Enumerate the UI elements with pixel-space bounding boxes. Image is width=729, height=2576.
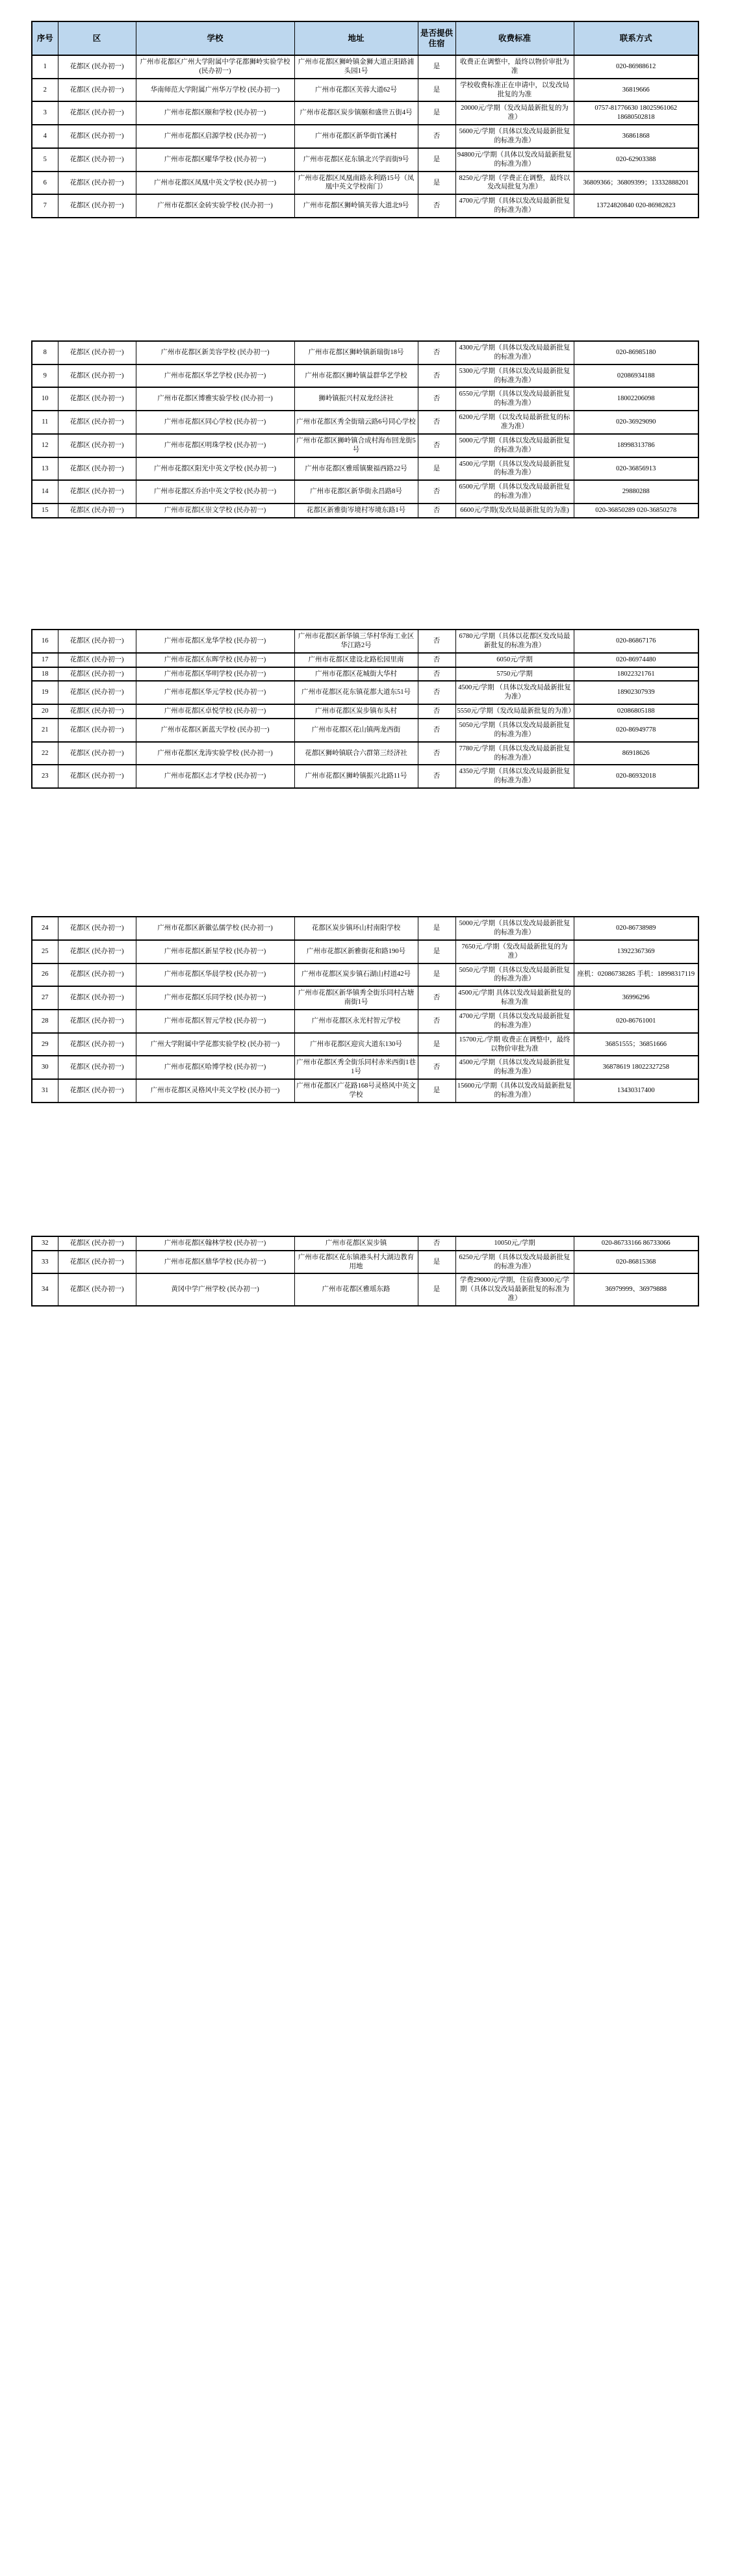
row-address: 广州市花都区狮岭镇合成村海布回龙街5号 — [294, 434, 418, 457]
column-header-district: 区 — [58, 21, 136, 55]
row-contact: 020-86733166 86733066 — [574, 1236, 698, 1251]
row-index: 22 — [32, 742, 58, 765]
row-boarding: 否 — [418, 504, 455, 518]
table-row — [32, 55, 698, 79]
row-contact: 36878619 18022327258 — [574, 1056, 698, 1079]
row-district: 花都区 (民办初一) — [58, 194, 136, 218]
row-boarding: 否 — [418, 681, 455, 704]
row-boarding: 是 — [418, 963, 455, 987]
row-boarding: 是 — [418, 1033, 455, 1056]
row-contact: 29880288 — [574, 480, 698, 504]
table-row — [32, 742, 698, 765]
row-contact: 020-86761001 — [574, 1010, 698, 1033]
table-block — [31, 1236, 698, 1307]
row-boarding: 是 — [418, 1251, 455, 1274]
row-index: 18 — [32, 667, 58, 682]
row-index: 13 — [32, 457, 58, 481]
table-row — [32, 480, 698, 504]
row-index: 32 — [32, 1236, 58, 1251]
row-boarding: 否 — [418, 434, 455, 457]
row-school-name: 广州市花都区乔治中英文学校 (民办初一) — [136, 480, 294, 504]
row-school-name: 广州市花都区崇文学校 (民办初一) — [136, 504, 294, 518]
row-district: 花都区 (民办初一) — [58, 434, 136, 457]
row-address: 广州市花都区新华镇秀全街乐同村古塘南街1号 — [294, 986, 418, 1010]
row-contact: 18902307939 — [574, 681, 698, 704]
row-index: 16 — [32, 630, 58, 653]
row-contact: 86918626 — [574, 742, 698, 765]
row-school-name: 广州市花都区新美容学校 (民办初一) — [136, 341, 294, 364]
row-index: 24 — [32, 917, 58, 940]
row-district: 花都区 (民办初一) — [58, 630, 136, 653]
row-index: 11 — [32, 411, 58, 434]
row-boarding: 是 — [418, 1079, 455, 1103]
row-district: 花都区 (民办初一) — [58, 1236, 136, 1251]
table-row — [32, 1010, 698, 1033]
row-fee-standard: 学费29000元/学期，住宿费3000元/学期（具体以发改局最新批复的标准为准） — [455, 1273, 574, 1306]
row-address: 广州市花都区花城街大华村 — [294, 667, 418, 682]
row-boarding: 否 — [418, 1010, 455, 1033]
row-district: 花都区 (民办初一) — [58, 125, 136, 148]
row-contact: 020-86932018 — [574, 765, 698, 788]
row-address: 广州市花都区芙蓉大道62号 — [294, 79, 418, 102]
row-fee-standard: 5300元/学期（具体以发改局最新批复的标准为准） — [455, 364, 574, 388]
top-spacer — [31, 0, 698, 21]
row-contact: 座机：02086738285 手机：18998317119 — [574, 963, 698, 987]
row-school-name: 广州市花都区同心学校 (民办初一) — [136, 411, 294, 434]
row-district: 花都区 (民办初一) — [58, 341, 136, 364]
row-address: 广州市花都区新华街官溪村 — [294, 125, 418, 148]
row-school-name: 广州市花都区金砖实验学校 (民办初一) — [136, 194, 294, 218]
row-school-name: 广州市花都区新星学校 (民办初一) — [136, 940, 294, 963]
table-row — [32, 1079, 698, 1103]
table-row — [32, 1251, 698, 1274]
table-row — [32, 963, 698, 987]
row-fee-standard: 4700元/学期（具体以发改局最新批复的标准为准） — [455, 194, 574, 218]
row-address: 广州市花都区花东镇北兴学而街9号 — [294, 148, 418, 172]
table-row — [32, 1273, 698, 1306]
row-school-name: 广州市花都区华艺学校 (民办初一) — [136, 364, 294, 388]
row-index: 30 — [32, 1056, 58, 1079]
row-district: 花都区 (民办初一) — [58, 742, 136, 765]
table-row — [32, 1056, 698, 1079]
row-index: 15 — [32, 504, 58, 518]
row-address: 广州市花都区炭步镇布头村 — [294, 704, 418, 719]
row-fee-standard: 5750元/学期 — [455, 667, 574, 682]
row-fee-standard: 4500元/学期 （具体以发改局最新批复为准） — [455, 681, 574, 704]
row-boarding: 是 — [418, 172, 455, 195]
row-index: 20 — [32, 704, 58, 719]
table-block — [31, 916, 698, 1103]
row-address: 广州市花都区狮岭镇新瑞街18号 — [294, 341, 418, 364]
row-boarding: 否 — [418, 341, 455, 364]
row-index: 25 — [32, 940, 58, 963]
row-fee-standard: 6780元/学期（具体以花都区发改局最新批复的标准为准） — [455, 630, 574, 653]
row-boarding: 否 — [418, 364, 455, 388]
row-district: 花都区 (民办初一) — [58, 1079, 136, 1103]
row-index: 8 — [32, 341, 58, 364]
row-fee-standard: 学校收费标准正在申请中，以发改局批复的为准 — [455, 79, 574, 102]
row-school-name: 广州市花都区华元学校 (民办初一) — [136, 681, 294, 704]
row-fee-standard: 6200元/学期（以发改局最新批复的标准为准） — [455, 411, 574, 434]
row-fee-standard: 4500元/学期（具体以发改局最新批复的标准为准） — [455, 1056, 574, 1079]
row-index: 14 — [32, 480, 58, 504]
table-row — [32, 1236, 698, 1251]
row-contact: 020-86867176 — [574, 630, 698, 653]
row-index: 4 — [32, 125, 58, 148]
row-address: 广州市花都区秀全街瑞云路6号同心学校 — [294, 411, 418, 434]
row-index: 3 — [32, 101, 58, 125]
row-contact: 020-86949778 — [574, 719, 698, 742]
row-index: 28 — [32, 1010, 58, 1033]
row-index: 12 — [32, 434, 58, 457]
row-address: 广州市花都区炭步镇颐和盛世五街4号 — [294, 101, 418, 125]
row-fee-standard: 5550元/学期（发改局最新批复的为准） — [455, 704, 574, 719]
row-district: 花都区 (民办初一) — [58, 667, 136, 682]
column-header-address: 地址 — [294, 21, 418, 55]
row-district: 花都区 (民办初一) — [58, 480, 136, 504]
row-school-name: 广州市花都区华明学校 (民办初一) — [136, 667, 294, 682]
row-school-name: 广州市花都区颐和学校 (民办初一) — [136, 101, 294, 125]
row-contact: 36819666 — [574, 79, 698, 102]
table-row — [32, 387, 698, 411]
row-index: 17 — [32, 653, 58, 667]
row-contact: 13430317400 — [574, 1079, 698, 1103]
row-boarding: 是 — [418, 1273, 455, 1306]
row-boarding: 否 — [418, 653, 455, 667]
row-index: 34 — [32, 1273, 58, 1306]
row-district: 花都区 (民办初一) — [58, 457, 136, 481]
row-school-name: 广州市花都区广州大学附属中学花都狮岭实验学校 (民办初一) — [136, 55, 294, 79]
row-district: 花都区 (民办初一) — [58, 387, 136, 411]
row-boarding: 否 — [418, 630, 455, 653]
row-address: 广州市花都区新华街永昌路8号 — [294, 480, 418, 504]
row-boarding: 否 — [418, 125, 455, 148]
row-district: 花都区 (民办初一) — [58, 653, 136, 667]
row-district: 花都区 (民办初一) — [58, 1033, 136, 1056]
row-index: 26 — [32, 963, 58, 987]
row-index: 33 — [32, 1251, 58, 1274]
row-district: 花都区 (民办初一) — [58, 963, 136, 987]
school-info-table — [31, 1236, 699, 1307]
row-contact: 18998313786 — [574, 434, 698, 457]
row-school-name: 广州市花都区翰林学校 (民办初一) — [136, 1236, 294, 1251]
table-row — [32, 172, 698, 195]
row-school-name: 广州大学附属中学花都实验学校 (民办初一) — [136, 1033, 294, 1056]
row-school-name: 广州市花都区新蓝天学校 (民办初一) — [136, 719, 294, 742]
row-district: 花都区 (民办初一) — [58, 101, 136, 125]
table-row — [32, 704, 698, 719]
table-row — [32, 341, 698, 364]
row-school-name: 广州市花都区乐同学校 (民办初一) — [136, 986, 294, 1010]
row-school-name: 广州市花都区新徽弘儒学校 (民办初一) — [136, 917, 294, 940]
row-fee-standard: 6500元/学期（具体以发改局最新批复的标准为准） — [455, 480, 574, 504]
row-fee-standard: 5000元/学期（具体以发改局最新批复的标准为准） — [455, 434, 574, 457]
row-fee-standard: 4300元/学期（具体以发改局最新批复的标准为准） — [455, 341, 574, 364]
school-info-table — [31, 916, 699, 1103]
row-fee-standard: 6250元/学期（具体以发改局最新批复的标准为准） — [455, 1251, 574, 1274]
row-contact: 13724820840 020-86982823 — [574, 194, 698, 218]
row-school-name: 广州市花都区智元学校 (民办初一) — [136, 1010, 294, 1033]
row-index: 19 — [32, 681, 58, 704]
table-row — [32, 940, 698, 963]
school-info-table — [31, 629, 699, 789]
row-fee-standard: 5000元/学期（具体以发改局最新批复的标准为准） — [455, 917, 574, 940]
table-row — [32, 101, 698, 125]
row-district: 花都区 (民办初一) — [58, 940, 136, 963]
row-address: 广州市花都区凤凰南路永利路15号（凤凰中英文学校南门） — [294, 172, 418, 195]
row-school-name: 广州市花都区龙涛实验学校 (民办初一) — [136, 742, 294, 765]
row-fee-standard: 4500元/学期（具体以发改局最新批复的标准为准） — [455, 457, 574, 481]
column-header-boarding: 是否提供住宿 — [418, 21, 455, 55]
row-address: 广州市花都区新华镇三华村华海工业区华江路2号 — [294, 630, 418, 653]
table-row — [32, 125, 698, 148]
row-fee-standard: 94800元/学期（具体以发改局最新批复的标准为准） — [455, 148, 574, 172]
row-school-name: 广州市花都区启源学校 (民办初一) — [136, 125, 294, 148]
row-address: 广州市花都区狮岭镇益群华艺学校 — [294, 364, 418, 388]
row-index: 27 — [32, 986, 58, 1010]
row-district: 花都区 (民办初一) — [58, 504, 136, 518]
row-address: 广州市花都区雅瑶镇聚福西路22号 — [294, 457, 418, 481]
row-address: 广州市花都区花东镇港头村大湖边教育用地 — [294, 1251, 418, 1274]
row-index: 2 — [32, 79, 58, 102]
row-index: 7 — [32, 194, 58, 218]
row-boarding: 否 — [418, 667, 455, 682]
row-boarding: 否 — [418, 387, 455, 411]
row-boarding: 是 — [418, 457, 455, 481]
row-school-name: 广州市花都区哈博学校 (民办初一) — [136, 1056, 294, 1079]
row-district: 花都区 (民办初一) — [58, 148, 136, 172]
row-school-name: 广州市花都区卓悦学校 (民办初一) — [136, 704, 294, 719]
row-address: 花都区炭步镇环山村南阳学校 — [294, 917, 418, 940]
row-address: 广州市花都区雅瑶东路 — [294, 1273, 418, 1306]
row-address: 广州市花都区花山镇两龙西街 — [294, 719, 418, 742]
row-contact: 020-86815368 — [574, 1251, 698, 1274]
row-address: 广州市花都区新雅街花和路190号 — [294, 940, 418, 963]
row-index: 23 — [32, 765, 58, 788]
table-blocks-container — [31, 21, 698, 1307]
row-contact: 020-62903388 — [574, 148, 698, 172]
row-contact: 36861868 — [574, 125, 698, 148]
row-district: 花都区 (民办初一) — [58, 719, 136, 742]
row-address: 花都区狮岭镇联合六群第三经济社 — [294, 742, 418, 765]
row-contact: 02086934188 — [574, 364, 698, 388]
table-row — [32, 630, 698, 653]
row-boarding: 是 — [418, 101, 455, 125]
table-row — [32, 917, 698, 940]
row-fee-standard: 7650元./学期（发改局最新批复的为准） — [455, 940, 574, 963]
row-district: 花都区 (民办初一) — [58, 704, 136, 719]
row-boarding: 否 — [418, 194, 455, 218]
table-row — [32, 1033, 698, 1056]
row-boarding: 是 — [418, 148, 455, 172]
row-contact: 020-36929090 — [574, 411, 698, 434]
row-boarding: 是 — [418, 917, 455, 940]
table-row — [32, 434, 698, 457]
row-boarding: 是 — [418, 940, 455, 963]
row-district: 花都区 (民办初一) — [58, 55, 136, 79]
row-fee-standard: 收费正在调整中，最终以物价审批为准 — [455, 55, 574, 79]
row-fee-standard: 4350元/学期（具体以发改局最新批复的标准为准） — [455, 765, 574, 788]
row-index: 6 — [32, 172, 58, 195]
row-contact: 020-86985180 — [574, 341, 698, 364]
row-boarding: 否 — [418, 704, 455, 719]
row-contact: 18022321761 — [574, 667, 698, 682]
table-row — [32, 148, 698, 172]
row-contact: 13922367369 — [574, 940, 698, 963]
row-contact: 36809366；36809399；13332888201 — [574, 172, 698, 195]
row-address: 广州市花都区迎宾大道东130号 — [294, 1033, 418, 1056]
row-address: 狮岭镇振兴村双龙经济社 — [294, 387, 418, 411]
page-break-gap — [31, 518, 698, 629]
table-row — [32, 653, 698, 667]
table-row — [32, 79, 698, 102]
column-header-fee: 收费标准 — [455, 21, 574, 55]
row-index: 29 — [32, 1033, 58, 1056]
row-district: 花都区 (民办初一) — [58, 986, 136, 1010]
row-school-name: 广州市花都区凤凰中英文学校 (民办初一) — [136, 172, 294, 195]
row-index: 5 — [32, 148, 58, 172]
row-school-name: 广州市花都区灵格风中英文学校 (民办初一) — [136, 1079, 294, 1103]
row-index: 10 — [32, 387, 58, 411]
row-address: 广州市花都区狮岭镇金狮大道正阳路浦头园1号 — [294, 55, 418, 79]
row-school-name: 广州市花都区龙华学校 (民办初一) — [136, 630, 294, 653]
row-index: 21 — [32, 719, 58, 742]
school-info-table — [31, 340, 699, 518]
row-district: 花都区 (民办初一) — [58, 364, 136, 388]
table-row — [32, 681, 698, 704]
row-district: 花都区 (民办初一) — [58, 765, 136, 788]
row-school-name: 广州市花都区鼎华学校 (民办初一) — [136, 1251, 294, 1274]
row-school-name: 广州市花都区博雅实验学校 (民办初一) — [136, 387, 294, 411]
row-contact: 0757-81776630 18025961062 18680502818 — [574, 101, 698, 125]
page-break-gap — [31, 1103, 698, 1236]
row-contact: 02086805188 — [574, 704, 698, 719]
row-address: 广州市花都区狮岭镇芙蓉大道北9号 — [294, 194, 418, 218]
row-boarding: 否 — [418, 1056, 455, 1079]
row-boarding: 否 — [418, 742, 455, 765]
column-header-index: 序号 — [32, 21, 58, 55]
row-index: 9 — [32, 364, 58, 388]
row-contact: 020-36850289 020-36850278 — [574, 504, 698, 518]
row-district: 花都区 (民办初一) — [58, 1251, 136, 1274]
row-index: 1 — [32, 55, 58, 79]
row-address: 广州市花都区建设北路松园里南 — [294, 653, 418, 667]
row-district: 花都区 (民办初一) — [58, 917, 136, 940]
row-address: 广州市花都区狮岭镇振兴北路11号 — [294, 765, 418, 788]
row-index: 31 — [32, 1079, 58, 1103]
row-address: 广州市花都区花东镇花都大道东51号 — [294, 681, 418, 704]
row-contact: 020-86988612 — [574, 55, 698, 79]
row-boarding: 否 — [418, 986, 455, 1010]
table-row — [32, 719, 698, 742]
row-contact: 020-36856913 — [574, 457, 698, 481]
row-boarding: 否 — [418, 480, 455, 504]
table-row — [32, 364, 698, 388]
row-district: 花都区 (民办初一) — [58, 1056, 136, 1079]
table-row — [32, 986, 698, 1010]
row-fee-standard: 4500元/学期 具体以发改局最新批复的标准为准 — [455, 986, 574, 1010]
table-header-row — [32, 21, 698, 55]
row-district: 花都区 (民办初一) — [58, 1273, 136, 1306]
table-row — [32, 411, 698, 434]
row-contact: 36979999、36979888 — [574, 1273, 698, 1306]
row-fee-standard: 20000元/学期（发改局最新批复的为准） — [455, 101, 574, 125]
table-row — [32, 667, 698, 682]
table-row — [32, 765, 698, 788]
school-info-table — [31, 21, 699, 218]
row-fee-standard: 6600元/学期(发改局最新批复的为准) — [455, 504, 574, 518]
row-contact: 36996296 — [574, 986, 698, 1010]
row-fee-standard: 4700元/学期（具体以发改局最新批复的标准为准） — [455, 1010, 574, 1033]
row-fee-standard: 6050元/学期 — [455, 653, 574, 667]
table-block — [31, 629, 698, 789]
row-district: 花都区 (民办初一) — [58, 79, 136, 102]
row-school-name: 广州市花都区明珠学校 (民办初一) — [136, 434, 294, 457]
row-school-name: 广州市花都区华晨学校 (民办初一) — [136, 963, 294, 987]
row-address: 广州市花都区炭步镇 — [294, 1236, 418, 1251]
row-boarding: 是 — [418, 55, 455, 79]
row-district: 花都区 (民办初一) — [58, 1010, 136, 1033]
row-boarding: 否 — [418, 411, 455, 434]
row-fee-standard: 5050元/学期（具体以发改局最新批复的标准为准） — [455, 963, 574, 987]
row-district: 花都区 (民办初一) — [58, 411, 136, 434]
row-school-name: 广州市花都区志才学校 (民办初一) — [136, 765, 294, 788]
page-break-gap — [31, 218, 698, 340]
page-break-gap — [31, 789, 698, 916]
table-row — [32, 194, 698, 218]
row-address: 广州市花都区永光村智元学校 — [294, 1010, 418, 1033]
row-address: 广州市花都区广花路168号灵格风中英文学校 — [294, 1079, 418, 1103]
row-school-name: 广州市花都区东晖学校 (民办初一) — [136, 653, 294, 667]
table-block — [31, 21, 698, 218]
row-boarding: 否 — [418, 765, 455, 788]
row-contact: 18002206098 — [574, 387, 698, 411]
table-block — [31, 340, 698, 518]
column-header-contact: 联系方式 — [574, 21, 698, 55]
column-header-school: 学校 — [136, 21, 294, 55]
row-boarding: 是 — [418, 79, 455, 102]
row-address: 花都区新雅街岑境村岑境东路1号 — [294, 504, 418, 518]
row-fee-standard: 7780元/学期（具体以发改局最新批复的标准为准） — [455, 742, 574, 765]
row-contact: 36851555；36851666 — [574, 1033, 698, 1056]
row-boarding: 否 — [418, 1236, 455, 1251]
row-district: 花都区 (民办初一) — [58, 172, 136, 195]
row-fee-standard: 5050元/学期（具体以发改局最新批复的标准为准） — [455, 719, 574, 742]
row-contact: 020-86738989 — [574, 917, 698, 940]
row-school-name: 华南师范大学附属广州华万学校 (民办初一) — [136, 79, 294, 102]
table-row — [32, 457, 698, 481]
table-row — [32, 504, 698, 518]
row-fee-standard: 8250元/学期（学费正在调整，最终以发改局批复为准） — [455, 172, 574, 195]
row-school-name: 广州市花都区曜华学校 (民办初一) — [136, 148, 294, 172]
row-address: 广州市花都区秀全街乐同村赤米西街1巷1号 — [294, 1056, 418, 1079]
row-school-name: 黄冈中学广州学校 (民办初一) — [136, 1273, 294, 1306]
row-school-name: 广州市花都区阳光中英文学校 (民办初一) — [136, 457, 294, 481]
row-fee-standard: 15600元/学期（具体以发改局最新批复的标准为准） — [455, 1079, 574, 1103]
row-fee-standard: 15700元./学期 收费正在调整中，最终以物价审批为准 — [455, 1033, 574, 1056]
row-fee-standard: 10050元,/学期 — [455, 1236, 574, 1251]
row-district: 花都区 (民办初一) — [58, 681, 136, 704]
row-address: 广州市花都区炭步镇石湖山村道42号 — [294, 963, 418, 987]
row-contact: 020-86974480 — [574, 653, 698, 667]
row-fee-standard: 6550元/学期（具体以发改局最新批复的标准为准） — [455, 387, 574, 411]
row-fee-standard: 5600元/学期（具体以发改局最新批复的标准为准） — [455, 125, 574, 148]
row-boarding: 否 — [418, 719, 455, 742]
